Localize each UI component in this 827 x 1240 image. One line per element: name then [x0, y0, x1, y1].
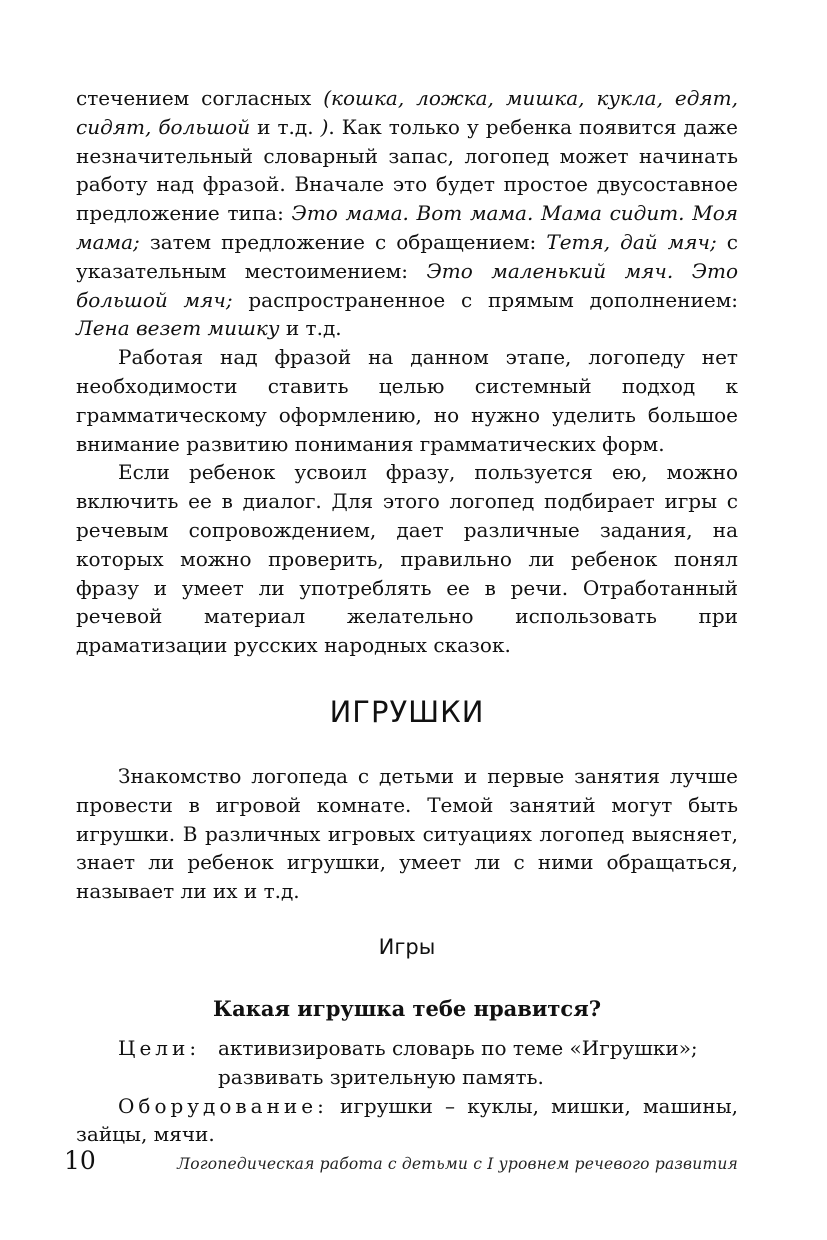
text-run: распространенное с прямым дополнением:: [232, 287, 738, 312]
text-run: с указательным местоимением:: [76, 229, 738, 283]
goal-item: активизировать словарь по теме «Игрушки»;: [218, 1035, 698, 1060]
equipment-label: Оборудование:: [118, 1093, 328, 1118]
paragraph-grammar: Работая над фразой на данном этапе, логопеду нет необходимости ставить целью системный подход к грамматическому оформлению, но нужно уделить большое внимание развитию понимания грамматических форм.: [76, 345, 738, 456]
section-title: ИГРУШКИ: [329, 694, 485, 729]
equipment-line: [76, 1092, 738, 1150]
example-address: Тетя, дай мяч;: [546, 229, 717, 254]
text-run: . Как только у ребенка появится даже незначительный словарный запас, логопед может начинать работу над фразой. Вначале это будет простое двусоставное предложение типа:: [76, 114, 739, 226]
text-run: и т.д.: [279, 316, 342, 341]
paragraph-phrase-work: [76, 84, 738, 343]
example-words: (кошка, ложка, мишка, кукла, едят, сидят, большой: [76, 86, 738, 139]
example-demonstrative: Это маленький мяч. Это большой мяч;: [76, 258, 739, 312]
game-title: Какая игрушка тебе нравится?: [212, 995, 602, 1021]
section-intro: Знакомство логопеда с детьми и первые занятия лучше провести в игровой комнате. Темой занятий могут быть игрушки. В различных игровых ситуациях логопед выясняет, знает ли ребенок игрушки, умеет ли с ними обращаться, называет ли их и т.д.: [76, 763, 738, 904]
text-run: стечением согласных: [76, 86, 324, 110]
example-sentences: Это мама. Вот мама. Мама сидит. Моя мама;: [76, 201, 738, 254]
paragraph-dialogue: Если ребенок усвоил фразу, пользуется ею, можно включить ее в диалог. Для этого логопед подбирает игры с речевым сопровождением, дает различные задания, на которых можно проверить, правильно ли ребенок понял фразу и умеет ли употреблять ее в речи. Отработанный речевой материал желательно использовать при драматизации русских народных сказок.: [76, 460, 738, 658]
subsection-title: Игры: [378, 934, 436, 959]
page-number: 10: [64, 1146, 96, 1175]
page-footer: [64, 1146, 738, 1175]
goals-list: [218, 1034, 738, 1092]
text-run: затем предложение с обращением:: [139, 229, 547, 254]
text-run: и т.д.: [250, 114, 321, 139]
example-object: Лена везет мишку: [76, 316, 280, 341]
closing-paren: ): [320, 114, 329, 139]
goals-block: [76, 1034, 738, 1092]
page-content: [76, 84, 738, 1149]
goals-label: Цели:: [118, 1035, 201, 1060]
goal-item: развивать зрительную память.: [218, 1064, 544, 1089]
running-title: Логопедическая работа с детьми с I уровнем речевого развития: [177, 1155, 738, 1173]
equipment-text: игрушки – куклы, мишки, машины, зайцы, мячи.: [76, 1093, 738, 1147]
